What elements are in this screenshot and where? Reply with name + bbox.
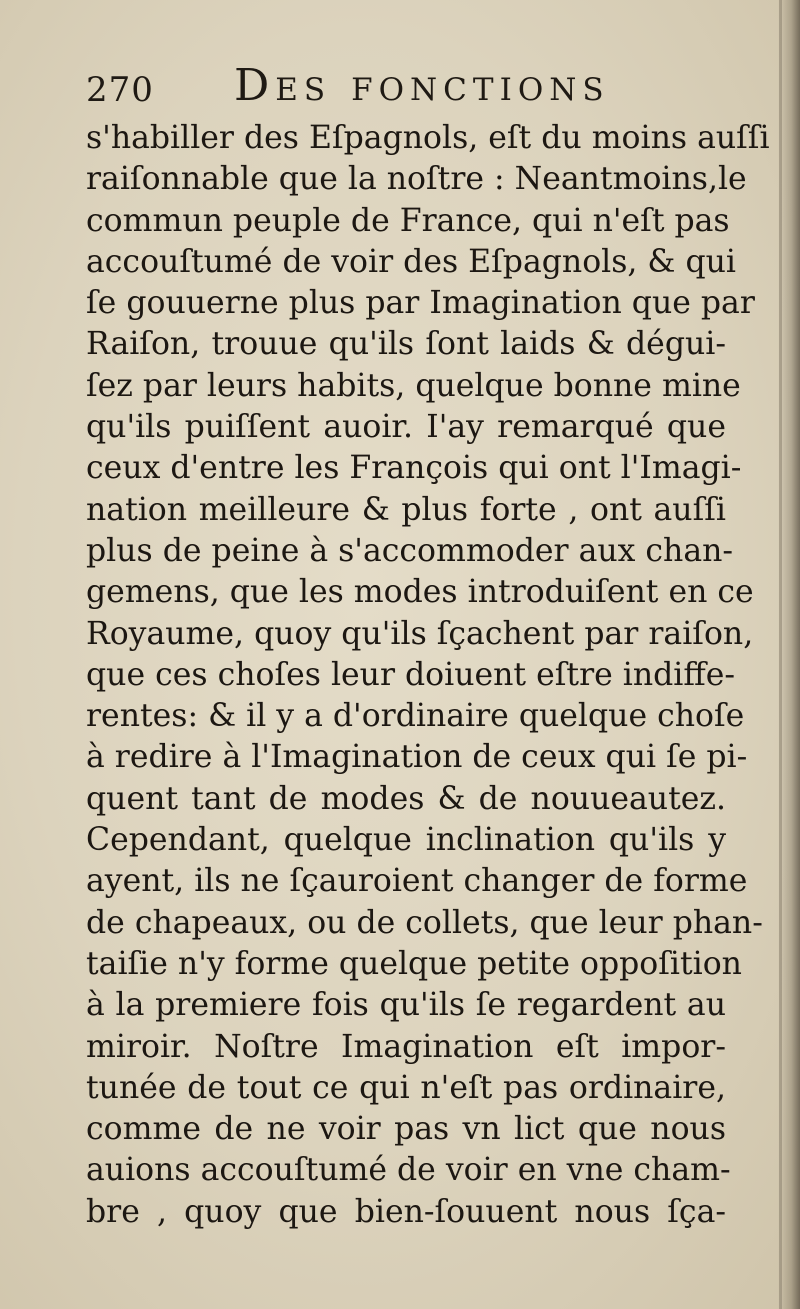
text-line: gemens, que les modes introduiſent en ce bbox=[86, 574, 754, 611]
page-fold-line bbox=[779, 0, 782, 1309]
text-line: à la premiere fois qu'ils ſe regardent au bbox=[86, 987, 726, 1024]
text-line: tunée de tout ce qui n'eſt pas ordinaire, bbox=[86, 1069, 726, 1106]
text-line: rentes: & il y a d'ordinaire quelque choſe bbox=[86, 698, 745, 735]
page-number: 270 bbox=[86, 70, 154, 110]
text-line: accouſtumé de voir des Eſpagnols, & qui bbox=[86, 243, 737, 280]
text-line: comme de ne voir pas vn lict que nous bbox=[86, 1111, 726, 1148]
text-line: commun peuple de France, qui n'eſt pas bbox=[86, 202, 730, 239]
text-line: auions accouſtumé de voir en vne cham- bbox=[86, 1152, 731, 1189]
text-line: ſez par leurs habits, quelque bonne mine bbox=[86, 367, 741, 404]
running-head: Des fonctions bbox=[234, 60, 610, 111]
text-line: de chapeaux, ou de collets, que leur phan- bbox=[86, 904, 763, 941]
text-line: plus de peine à s'accommoder aux chan- bbox=[86, 532, 734, 569]
body-text bbox=[86, 118, 770, 1233]
text-line: raiſonnable que la noſtre : Neantmoins,le bbox=[86, 161, 747, 198]
text-line: à redire à l'Imagination de ceux qui ſe pi- bbox=[86, 739, 748, 776]
text-line: que ces choſes leur doiuent eſtre indiffe- bbox=[86, 656, 736, 693]
page-header bbox=[86, 56, 706, 116]
text-line: s'habiller des Eſpagnols, eſt du moins auſſi bbox=[86, 120, 770, 156]
text-line: Raiſon, trouue qu'ils ſont laids & dégui- bbox=[86, 326, 726, 363]
text-line: Royaume, quoy qu'ils ſçachent par raiſon, bbox=[86, 615, 754, 652]
text-line: nation meilleure & plus forte , ont auſſi bbox=[86, 491, 726, 528]
text-line: ceux d'entre les François qui ont l'Imagi- bbox=[86, 450, 742, 487]
text-line: ſe gouuerne plus par Imagination que par bbox=[86, 285, 755, 322]
text-line: ayent, ils ne ſçauroient changer de forme bbox=[86, 863, 748, 900]
text-line: quent tant de modes & de nouueautez. bbox=[86, 780, 726, 817]
text-line: miroir. Noſtre Imagination eſt impor- bbox=[86, 1028, 726, 1065]
text-line: Cependant, quelque inclination qu'ils y bbox=[86, 822, 726, 859]
text-line: taiſie n'y forme quelque petite oppoſition bbox=[86, 945, 742, 982]
text-line: qu'ils puiſſent auoir. I'ay remarqué que bbox=[86, 409, 726, 446]
text-line: bre , quoy que bien-ſouuent nous ſça- bbox=[86, 1193, 726, 1230]
